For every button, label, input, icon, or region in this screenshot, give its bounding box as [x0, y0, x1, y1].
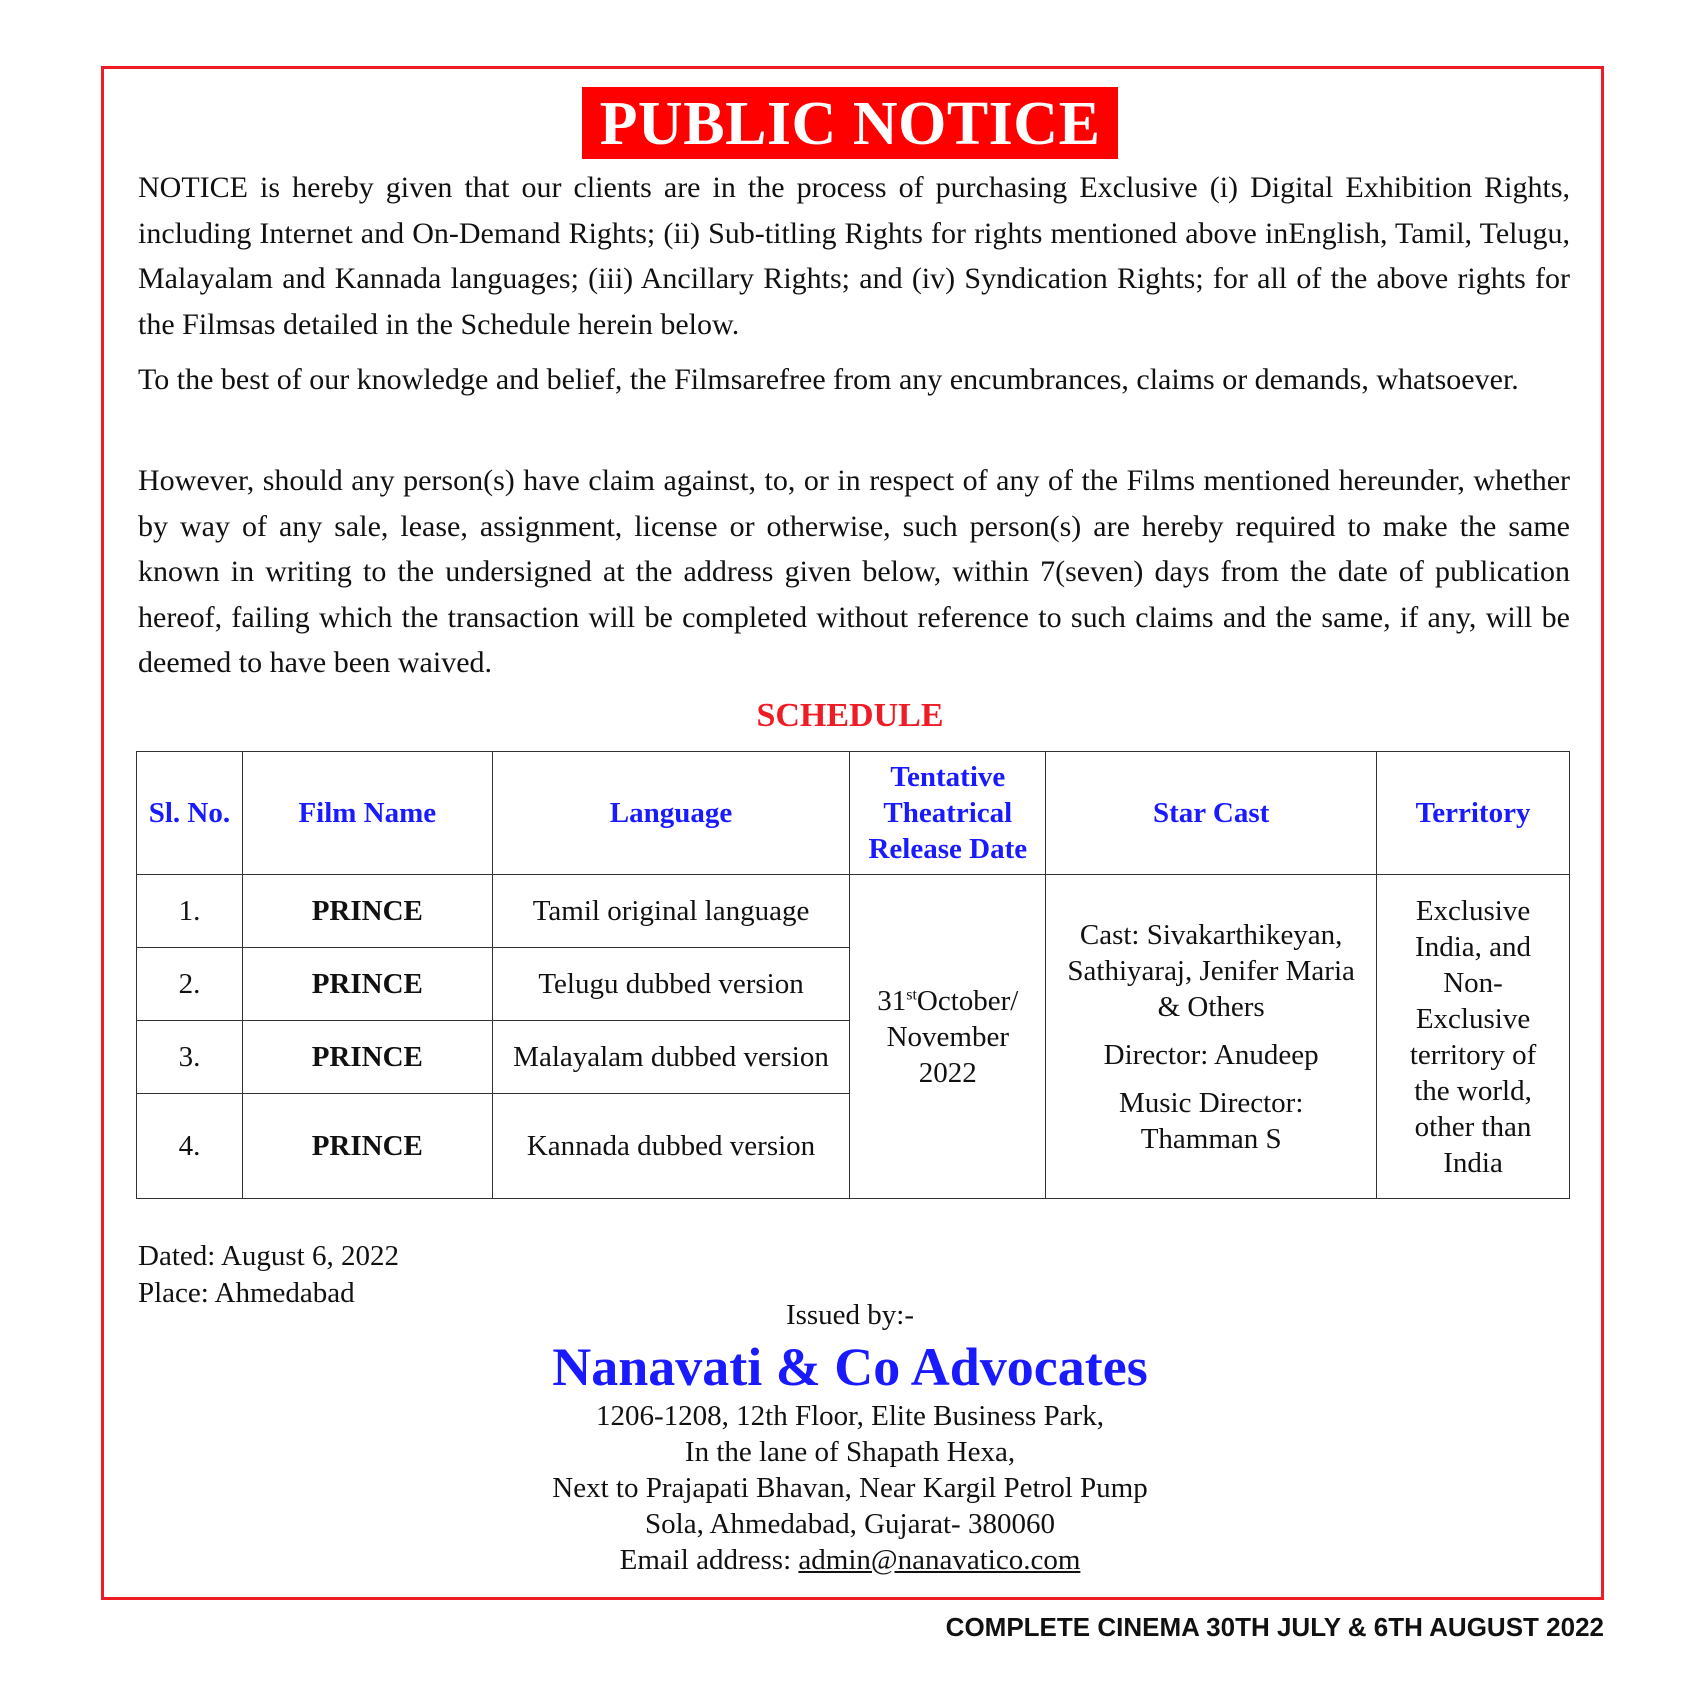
address-block	[0, 1398, 1700, 1578]
release-month-1: October/	[916, 984, 1019, 1017]
release-date-line-1	[856, 983, 1039, 1019]
table-header-row	[137, 752, 1570, 875]
firm-name: Nanavati & Co Advocates	[552, 1337, 1148, 1397]
email-label: Email address:	[619, 1544, 799, 1576]
territory-line-5: territory of	[1409, 1038, 1537, 1071]
email-link[interactable]: admin@nanavatico.com	[798, 1544, 1081, 1576]
row-sl: 4.	[137, 1094, 243, 1199]
header-release-line-1: Tentative	[890, 761, 1006, 793]
header-territory: Territory	[1377, 752, 1570, 875]
email-line	[0, 1542, 1700, 1578]
territory-line-7: other than	[1414, 1110, 1532, 1143]
release-day-suffix: st	[906, 985, 917, 1003]
territory-line-6: the world,	[1414, 1074, 1532, 1107]
cast-line-2: Sathiyaraj, Jenifer Maria	[1067, 954, 1355, 987]
header-star-cast: Star Cast	[1046, 752, 1377, 875]
page-title: PUBLIC NOTICE	[582, 87, 1119, 159]
territory-line-1: Exclusive	[1415, 894, 1531, 927]
dated-line: Dated: August 6, 2022	[138, 1240, 399, 1272]
music-director-line-2: Thamman S	[1140, 1122, 1282, 1155]
footer-publication-text: COMPLETE CINEMA 30TH JULY & 6TH AUGUST 2022	[945, 1612, 1604, 1642]
music-director-line-1: Music Director:	[1118, 1086, 1304, 1119]
cast-line-1: Cast: Sivakarthikeyan,	[1079, 918, 1343, 951]
row-language: Malayalam dubbed version	[492, 1021, 850, 1094]
address-line-4: Sola, Ahmedabad, Gujarat- 380060	[645, 1508, 1055, 1540]
header-sl-no: Sl. No.	[137, 752, 243, 875]
cast-line-3: & Others	[1157, 990, 1265, 1023]
header-release-date	[850, 752, 1046, 875]
row-film: PRINCE	[242, 1021, 492, 1094]
header-release-line-2: Theatrical	[883, 797, 1013, 829]
row-film: PRINCE	[242, 948, 492, 1021]
territory-line-3: Non-	[1443, 966, 1503, 999]
address-line-2: In the lane of Shapath Hexa,	[684, 1436, 1016, 1468]
row-language: Telugu dubbed version	[492, 948, 850, 1021]
row-film: PRINCE	[242, 1094, 492, 1199]
schedule-table	[136, 751, 1570, 1199]
notice-paragraph-2: To the best of our knowledge and belief, the Filmsarefree from any encumbrances, claims or demands, whatsoever.	[138, 363, 1519, 396]
row-sl: 2.	[137, 948, 243, 1021]
address-line-1: 1206-1208, 12th Floor, Elite Business Park,	[596, 1400, 1104, 1432]
row-language: Kannada dubbed version	[492, 1094, 850, 1199]
star-cast-cell	[1046, 875, 1377, 1199]
row-language: Tamil original language	[492, 875, 850, 948]
table-row	[137, 875, 1570, 948]
notice-paragraph-3: However, should any person(s) have claim against, to, or in respect of any of the Films mentioned hereunder, whether by way of any sale, lease, assignment, license or otherwise, such person(s) are hereby required to make the same known in writing to the undersigned at the address given below, within 7(seven) days from the date of publication hereof, failing which the transaction will be completed without reference to such claims and the same, if any, will be deemed to have been waived.	[138, 464, 1570, 679]
director-line: Director: Anudeep	[1103, 1038, 1319, 1071]
release-date-cell	[850, 875, 1046, 1199]
issued-by-label: Issued by:-	[785, 1299, 915, 1331]
territory-line-8: India	[1443, 1146, 1503, 1179]
notice-paragraph-1: NOTICE is hereby given that our clients are in the process of purchasing Exclusive (i) Digital Exhibition Rights, including Internet and On-Demand Rights; (ii) Sub-titling Rights for rights mentioned above inEnglish, Tamil, Telugu, Malayalam and Kannada languages; (iii) Ancillary Rights; and (iv) Syndication Rights; for all of the above rights for the Filmsas detailed in the Schedule herein below.	[138, 171, 1570, 341]
row-sl: 1.	[137, 875, 243, 948]
header-film-name: Film Name	[242, 752, 492, 875]
title-wrapper	[0, 87, 1700, 159]
header-release-line-3: Release Date	[868, 833, 1028, 865]
territory-line-2: India, and	[1415, 930, 1532, 963]
release-date-line-2: November	[886, 1020, 1009, 1053]
row-sl: 3.	[137, 1021, 243, 1094]
release-date-line-3: 2022	[918, 1056, 977, 1089]
territory-line-4: Exclusive	[1415, 1002, 1531, 1035]
address-line-3: Next to Prajapati Bhavan, Near Kargil Petrol Pump	[552, 1472, 1148, 1504]
territory-cell	[1377, 875, 1570, 1199]
header-language: Language	[492, 752, 850, 875]
schedule-heading: SCHEDULE	[756, 697, 944, 734]
place-line: Place: Ahmedabad	[138, 1277, 355, 1309]
release-day: 31	[877, 984, 907, 1017]
row-film: PRINCE	[242, 875, 492, 948]
